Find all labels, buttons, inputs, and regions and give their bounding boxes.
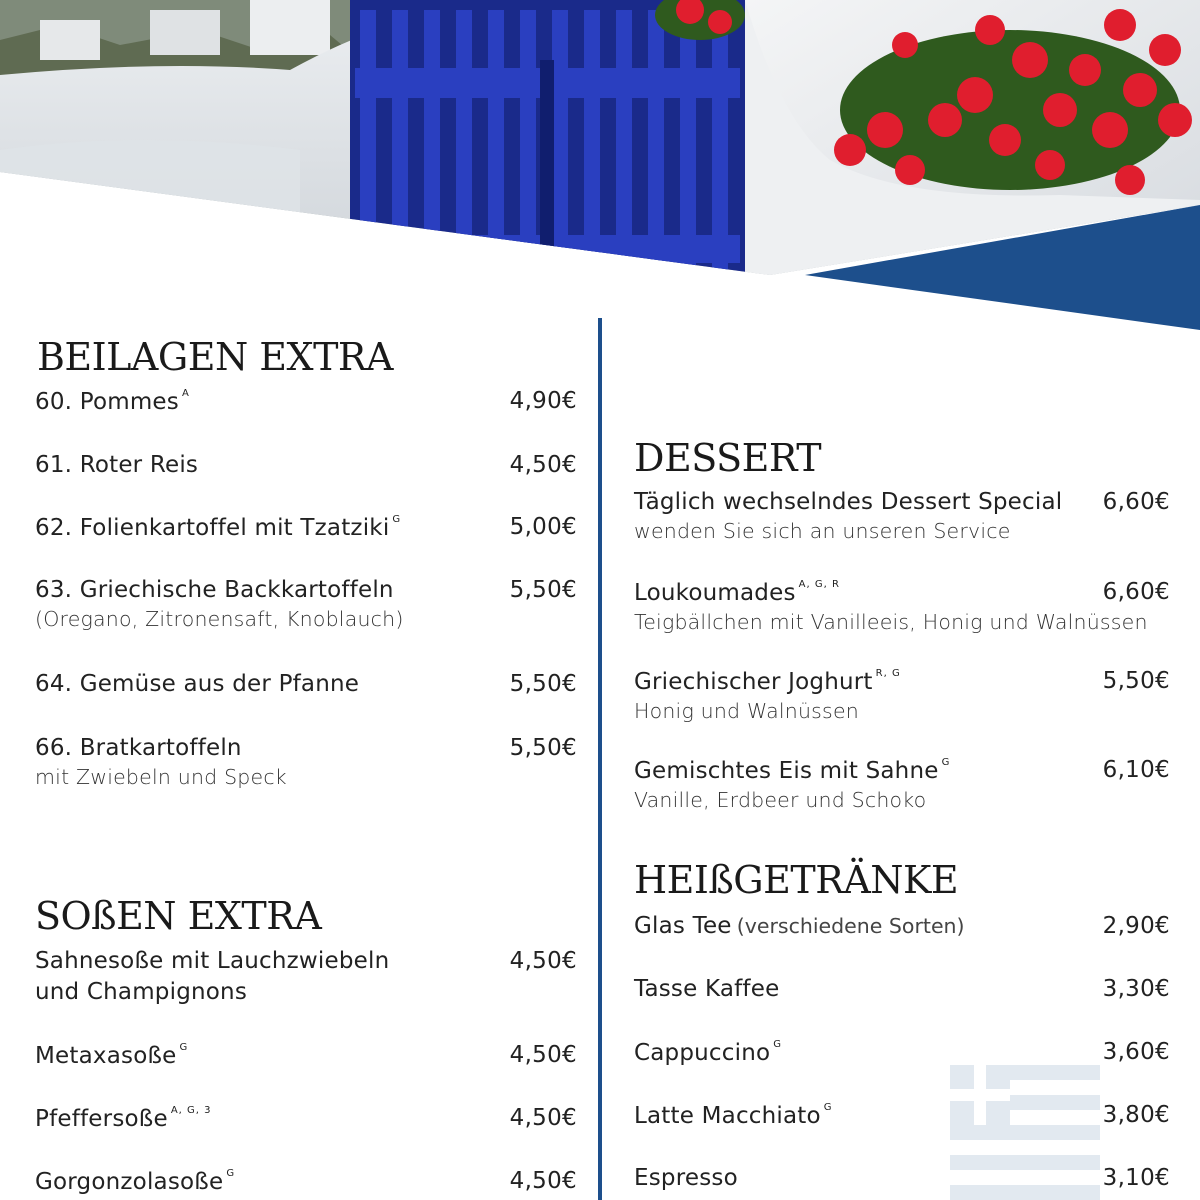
header-photo xyxy=(0,0,1200,340)
item-name: Gorgonzolasoße xyxy=(35,1169,224,1195)
item-price: 6,60€ xyxy=(1102,579,1170,605)
menu-item xyxy=(35,1042,577,1069)
item-name: Cappuccino xyxy=(634,1040,771,1066)
menu-item xyxy=(35,671,577,697)
item-price: 4,50€ xyxy=(509,1105,577,1131)
item-price: 6,60€ xyxy=(1102,489,1170,515)
item-name: 62. Folienkartoffel mit Tzatziki xyxy=(35,515,390,541)
item-name: 61. Roter Reis xyxy=(35,452,199,478)
item-name: Pfeffersoße xyxy=(35,1106,168,1132)
menu-item xyxy=(35,577,577,631)
item-price: 3,30€ xyxy=(1102,976,1170,1002)
menu-item xyxy=(35,948,577,1005)
item-name: 64. Gemüse aus der Pfanne xyxy=(35,671,360,697)
item-price: 3,80€ xyxy=(1102,1102,1170,1128)
item-price: 5,00€ xyxy=(509,514,577,540)
item-price: 2,90€ xyxy=(1102,913,1170,939)
item-name: Metaxasoße xyxy=(35,1043,177,1069)
item-price: 5,50€ xyxy=(1102,668,1170,694)
menu-item xyxy=(634,976,1170,1002)
item-allergens: R, G xyxy=(875,668,901,679)
menu-item xyxy=(35,452,577,478)
item-allergens: G xyxy=(823,1102,833,1113)
item-allergens: G xyxy=(226,1168,236,1179)
item-price: 6,10€ xyxy=(1102,757,1170,783)
item-name: Sahnesoße mit Lauchzwiebeln xyxy=(35,948,390,974)
menu-item xyxy=(634,489,1170,543)
item-note: (verschiedene Sorten) xyxy=(736,914,965,938)
item-name: Gemischtes Eis mit Sahne xyxy=(634,758,939,784)
menu-item xyxy=(35,514,577,541)
column-divider xyxy=(598,318,602,1200)
item-name: Tasse Kaffee xyxy=(634,976,780,1002)
item-description: Vanille, Erdbeer und Schoko xyxy=(634,788,927,812)
greek-flag-watermark-icon xyxy=(950,1065,1100,1200)
item-allergens: G xyxy=(392,514,402,525)
item-price: 4,50€ xyxy=(509,452,577,478)
section-title-beilagen: BEILAGEN EXTRA xyxy=(37,335,393,379)
item-allergens: A xyxy=(181,388,190,399)
menu-item xyxy=(35,1168,577,1195)
item-price: 4,50€ xyxy=(509,1168,577,1194)
item-name: Loukoumades xyxy=(634,580,796,606)
item-price: 4,50€ xyxy=(509,948,577,974)
item-price: 5,50€ xyxy=(509,735,577,761)
item-name: Espresso xyxy=(634,1165,738,1191)
menu-item xyxy=(35,388,577,415)
item-price: 5,50€ xyxy=(509,577,577,603)
item-description: (Oregano, Zitronensaft, Knoblauch) xyxy=(35,607,404,631)
menu-item xyxy=(35,1105,577,1132)
item-description: Teigbällchen mit Vanilleeis, Honig und Walnüssen xyxy=(634,610,1148,634)
item-name: Glas Tee xyxy=(634,913,732,939)
section-title-dessert: DESSERT xyxy=(634,436,822,480)
item-allergens: G xyxy=(941,757,951,768)
item-name: Täglich wechselndes Dessert Special xyxy=(634,489,1063,515)
item-name: 60. Pommes xyxy=(35,389,179,415)
item-name: Griechischer Joghurt xyxy=(634,669,873,695)
item-price: 4,50€ xyxy=(509,1042,577,1068)
item-name: Latte Macchiato xyxy=(634,1103,821,1129)
item-price: 4,90€ xyxy=(509,388,577,414)
section-title-sossen: SOßEN EXTRA xyxy=(35,894,322,938)
menu-item xyxy=(634,668,1170,723)
menu-item xyxy=(634,1039,1170,1066)
menu-item xyxy=(634,913,1170,939)
item-allergens: A, G, R xyxy=(798,579,840,590)
menu-item xyxy=(634,757,1170,812)
menu-item xyxy=(35,735,577,789)
item-price: 3,10€ xyxy=(1102,1165,1170,1191)
item-description: wenden Sie sich an unseren Service xyxy=(634,519,1011,543)
item-description: Honig und Walnüssen xyxy=(634,699,859,723)
item-name-continued: und Champignons xyxy=(35,979,247,1005)
item-description: mit Zwiebeln und Speck xyxy=(35,765,287,789)
item-allergens: G xyxy=(773,1039,783,1050)
item-price: 3,60€ xyxy=(1102,1039,1170,1065)
item-price: 5,50€ xyxy=(509,671,577,697)
item-allergens: G xyxy=(179,1042,189,1053)
item-name: 63. Griechische Backkartoffeln xyxy=(35,577,394,603)
section-title-heissgetraenke: HEIßGETRÄNKE xyxy=(634,858,959,902)
item-name: 66. Bratkartoffeln xyxy=(35,735,242,761)
item-allergens: A, G, 3 xyxy=(170,1105,212,1116)
menu-item xyxy=(634,579,1170,634)
